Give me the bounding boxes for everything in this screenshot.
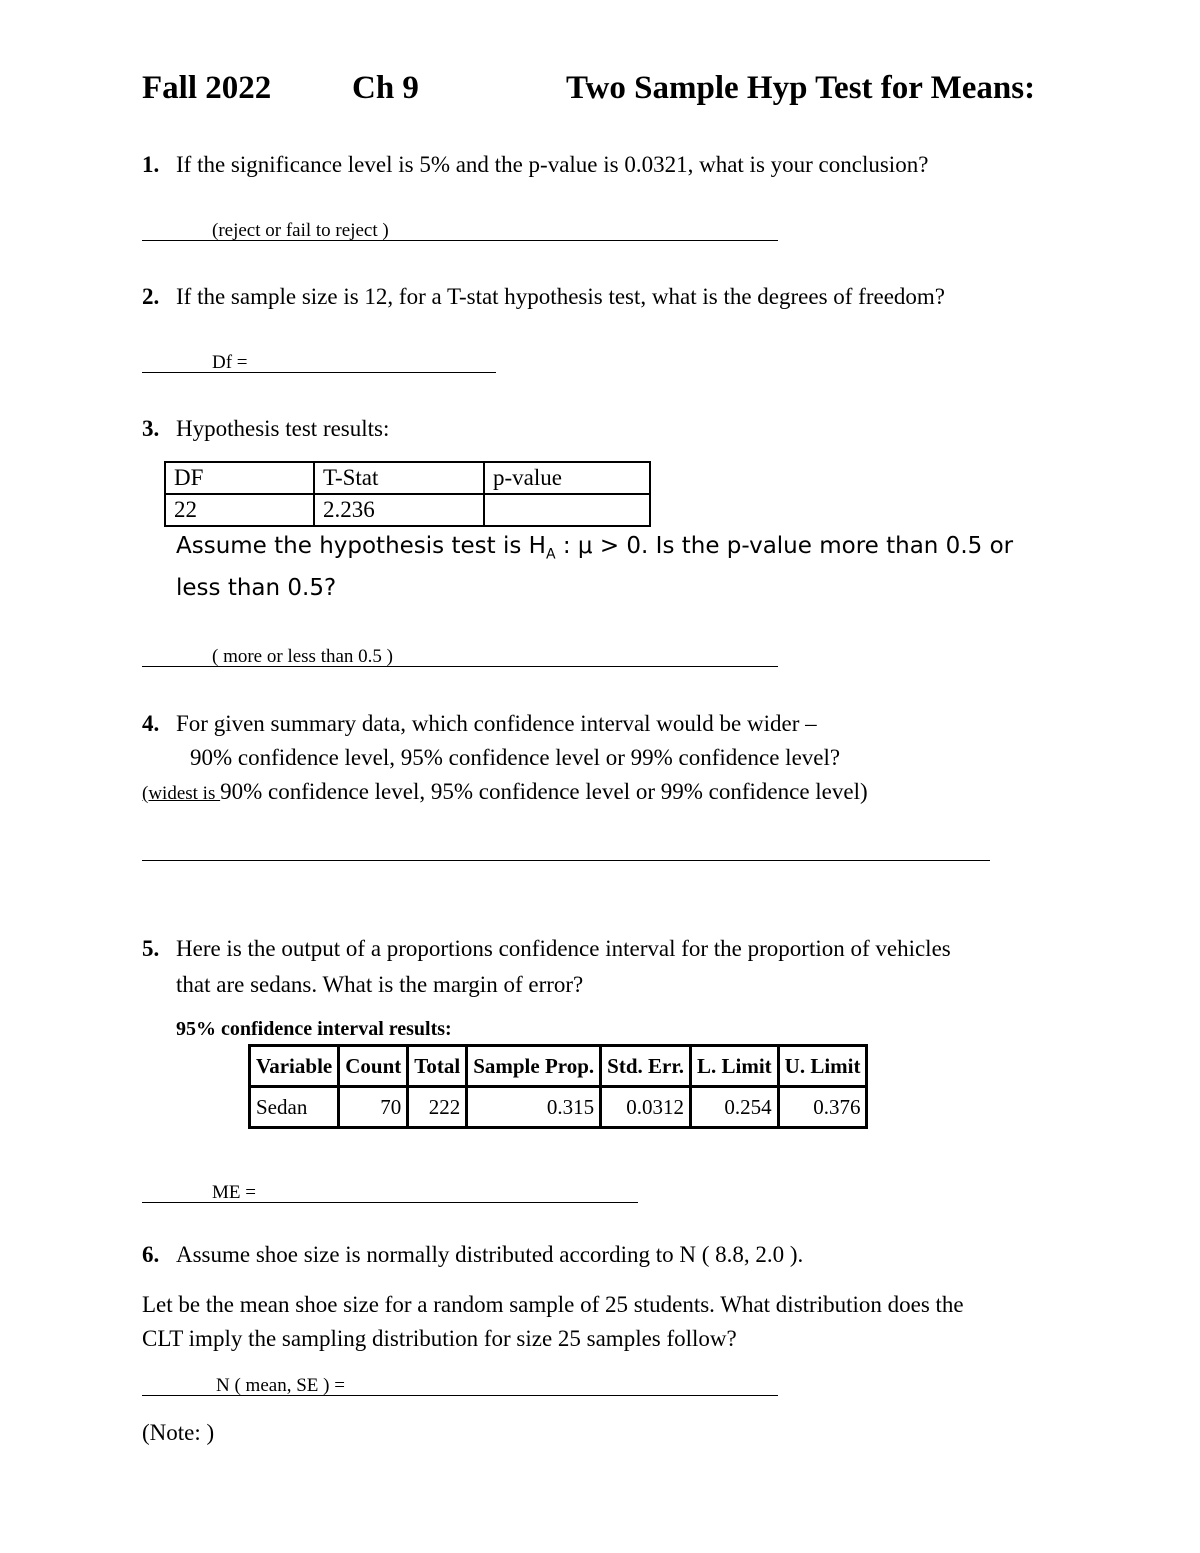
- question-4: [142, 711, 817, 737]
- table-row: [250, 1087, 867, 1128]
- question-3-number: 3.: [142, 416, 160, 441]
- ci-cell-count: 70: [339, 1087, 408, 1128]
- question-6-text-line2: Let be the mean shoe size for a random sample of 25 students. What distribution does the: [142, 1292, 964, 1317]
- question-3-answer-hint: ( more or less than 0.5 ): [212, 646, 393, 667]
- question-3: [142, 416, 389, 442]
- table-header-tstat: T-Stat: [314, 462, 484, 494]
- question-4-answer: [142, 779, 868, 805]
- question-3-text: Hypothesis test results:: [176, 416, 390, 441]
- assumption-suffix: : μ > 0. Is the p-value more than 0.5 or: [555, 533, 1014, 559]
- question-6-answer-line[interactable]: [142, 1395, 778, 1396]
- ci-cell-u-limit: 0.376: [778, 1087, 867, 1128]
- table-header-row: [165, 462, 650, 494]
- question-6-number: 6.: [142, 1242, 160, 1267]
- question-5-text-line2: that are sedans. What is the margin of error?: [176, 972, 584, 997]
- question-4-answer-options: 90% confidence level, 95% confidence level or 99% confidence level): [220, 779, 868, 804]
- question-5-text-line1: Here is the output of a proportions confidence interval for the proportion of vehicles: [176, 936, 951, 961]
- question-6-text: Assume shoe size is normally distributed according to N ( 8.8, 2.0 ).: [176, 1242, 804, 1267]
- question-2-answer-hint: Df =: [212, 352, 248, 373]
- table-row: [165, 494, 650, 526]
- question-3-assumption: [176, 533, 1013, 563]
- question-5-number: 5.: [142, 936, 160, 961]
- page-title: Two Sample Hyp Test for Means:: [566, 70, 1036, 106]
- ci-header-std-err: Std. Err.: [601, 1046, 691, 1087]
- question-5-answer-hint: ME =: [212, 1182, 256, 1203]
- hypothesis-results-table: [164, 461, 651, 527]
- question-4-text: For given summary data, which confidence interval would be wider –: [176, 711, 817, 736]
- question-6-answer-hint: N ( mean, SE ) =: [216, 1375, 345, 1396]
- question-2: [142, 284, 945, 310]
- question-6: [142, 1242, 803, 1268]
- question-5-answer-line[interactable]: [142, 1202, 638, 1203]
- question-1: [142, 152, 928, 178]
- ci-cell-l-limit: 0.254: [690, 1087, 778, 1128]
- question-4-answer-prefix: (widest is: [142, 783, 221, 804]
- question-4-options: 90% confidence level, 95% confidence level or 99% confidence level?: [190, 745, 841, 770]
- table-cell-tstat: 2.236: [314, 494, 484, 526]
- question-1-answer-hint: (reject or fail to reject ): [212, 220, 389, 241]
- question-4-answer-line[interactable]: [142, 860, 990, 861]
- header-term: Fall 2022: [142, 70, 272, 106]
- question-5: [142, 936, 951, 962]
- ci-header-count: Count: [339, 1046, 408, 1087]
- question-1-answer-line[interactable]: [142, 240, 778, 241]
- table-header-pvalue: p-value: [484, 462, 650, 494]
- table-cell-pvalue[interactable]: [484, 494, 650, 526]
- ci-header-l-limit: L. Limit: [690, 1046, 778, 1087]
- ci-header-variable: Variable: [250, 1046, 339, 1087]
- ci-header-total: Total: [408, 1046, 467, 1087]
- question-2-number: 2.: [142, 284, 160, 309]
- question-2-text: If the sample size is 12, for a T-stat hypothesis test, what is the degrees of freedom?: [176, 284, 946, 309]
- table-cell-df: 22: [165, 494, 314, 526]
- question-6-text-line3: CLT imply the sampling distribution for size 25 samples follow?: [142, 1326, 737, 1351]
- ci-results-table: [248, 1044, 868, 1129]
- ci-cell-total: 222: [408, 1087, 467, 1128]
- question-3-assumption-line2: less than 0.5?: [176, 575, 337, 601]
- ci-table-title: 95% confidence interval results:: [176, 1018, 452, 1040]
- ci-header-sample-prop: Sample Prop.: [467, 1046, 601, 1087]
- ci-cell-variable: Sedan: [250, 1087, 339, 1128]
- table-header-df: DF: [165, 462, 314, 494]
- question-2-answer-line[interactable]: [142, 372, 496, 373]
- question-1-number: 1.: [142, 152, 160, 177]
- question-1-text: If the significance level is 5% and the p-value is 0.0321, what is your conclusion?: [176, 152, 929, 177]
- ci-cell-sample-prop: 0.315: [467, 1087, 601, 1128]
- ci-cell-std-err: 0.0312: [601, 1087, 691, 1128]
- assumption-prefix: Assume the hypothesis test is H: [176, 533, 546, 559]
- question-4-number: 4.: [142, 711, 160, 736]
- question-6-note: (Note: ): [142, 1420, 215, 1445]
- question-3-answer-line[interactable]: [142, 666, 778, 667]
- ci-header-u-limit: U. Limit: [778, 1046, 867, 1087]
- ci-table-header-row: [250, 1046, 867, 1087]
- assumption-subscript: A: [545, 546, 556, 563]
- header-chapter: Ch 9: [352, 70, 419, 106]
